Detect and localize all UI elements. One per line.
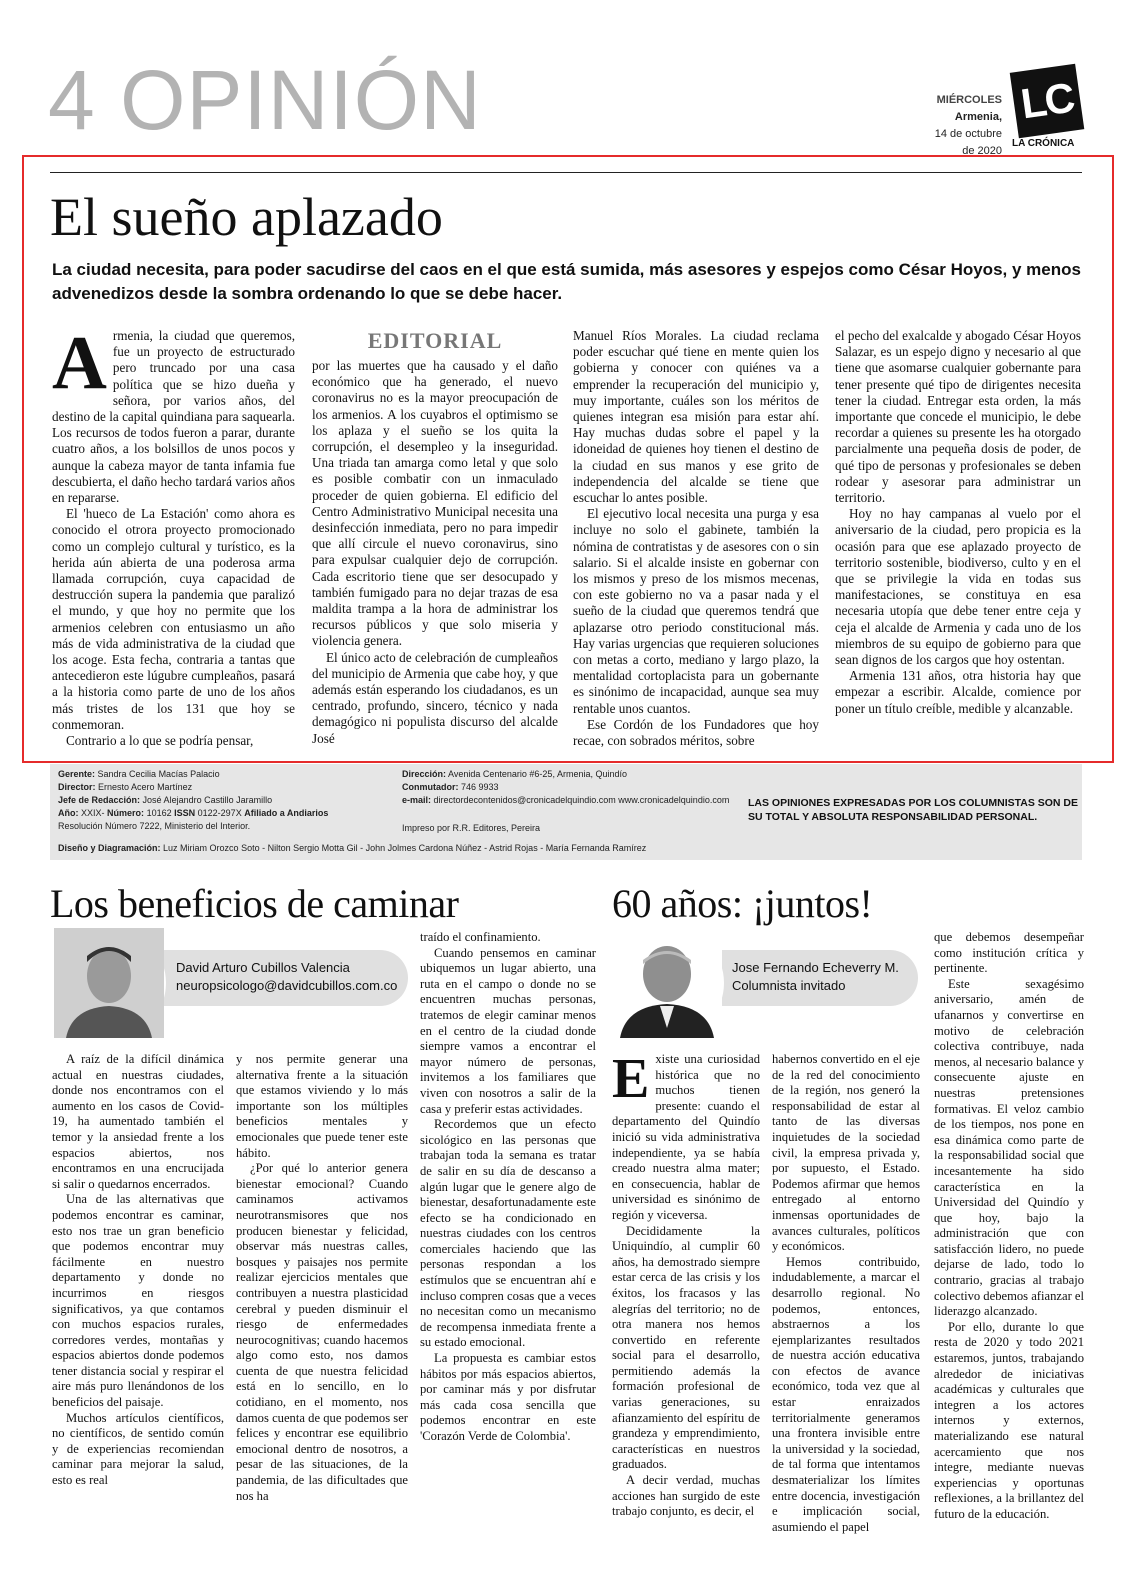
paragraph: Hoy no hay campanas al vuelo por el aniversario de la ciudad, pero propicia es la ocasión para que ese aplazado proyecto de territorio sostenible, biodiverso, culto y en el que se privilegie la vida en todas sus manifestaciones, se constituya en esa necesaria utopía que debe tener entre ceja y ceja el alcalde de Armenia y cada uno de los miembros de su equipo de gobierno para que sean dignos de los cargos que hoy ostentan. (835, 506, 1081, 668)
section-name: OPINIÓN (120, 53, 482, 147)
paragraph: xiste una curiosidad histórica que no muchos tienen presente: cuando el departamento del Quindío inició su vida administrativa independiente, ya se había creado nuestra alma mater; en consecuencia, hablar de universidad es sinónimo de región y viceversa. (612, 1052, 760, 1222)
juntos-column-1 (612, 1048, 760, 1519)
avatar (610, 926, 724, 1040)
paragraph: Recordemos que un efecto sicológico en las personas que trabajan toda la semana es tratar de salir en su día de descanso a algún lugar que le genere algo de bienestar, desafortunadamente este efecto se ha condicionado en nuestras ciudades con los centros comerciales haciendo que las personas respondan a los estímulos que se encuentran ahí e incluso compren cosas que a veces no necesitan como un mecanismo de recompensa inmediata frente a su estado emocional. (420, 1117, 596, 1350)
editorial-lead: La ciudad necesita, para poder sacudirse del caos en el que está sumida, más asesores y espejos como César Hoyos, y menos advenedizos desde la sombra ordenando lo que se debe hacer. (52, 260, 1081, 303)
author-role: Columnista invitado (732, 978, 846, 993)
paragraph: Armenia 131 años, otra historia hay que empezar a escribir. Alcalde, comience por poner un título creíble, medible y alcanzable. (835, 668, 1081, 716)
dateline (900, 92, 1002, 160)
editorial-column-2 (312, 328, 558, 748)
author-photo-icon (612, 928, 722, 1038)
paragraph: que debemos desempeñar como institución crítica y pertinente. (934, 930, 1084, 976)
column-title-caminar: Los beneficios de caminar (50, 881, 459, 926)
staff-box (50, 764, 1082, 860)
paragraph: A decir verdad, muchas acciones han surgido de este trabajo conjunto, es decir, el (612, 1473, 760, 1519)
staff-diseno: Diseño y Diagramación: Luz Miriam Orozco Soto - Nilton Sergio Motta Gil - John Jolmes Cardona Núñez - Astrid Rojas - María Fernanda Ramírez (58, 843, 647, 853)
date-city: Armenia, (954, 111, 1002, 123)
author-name: Jose Fernando Echeverry M. (732, 960, 899, 975)
date-day: MIÉRCOLES (936, 94, 1002, 106)
staff-gerente: Gerente: Sandra Cecilia Macías Palacio (58, 769, 220, 779)
staff-conmutador: Conmutador: 746 9933 (402, 782, 499, 792)
date-day-month: 14 de octubre (934, 128, 1002, 140)
section-number: 4 (48, 53, 96, 147)
paragraph: Contrario a lo que se podría pensar, (66, 733, 254, 749)
paragraph: Ese Cordón de los Fundadores que hoy recae, con sobrados méritos, sobre (573, 716, 819, 749)
paragraph: El único acto de celebración de cumpleaños del municipio de Armenia que cabe hoy, y que además están esperando los ciudadanos, es un centrado, profundo, sincero, técnico y nada demagógico ni populista discurso del alcalde José (312, 649, 558, 746)
staff-direccion: Dirección: Avenida Centenario #6-25, Armenia, Quindío (402, 769, 627, 779)
paragraph: Una de las alternativas que podemos encontrar es caminar, esto nos trae un gran beneficio que podemos encontrar muy fácilmente en nuestro departamento y donde no incurrimos en riesgos significativos, ya que contamos con muchos espacios rurales, corredores verdes, montañas y espacios abiertos donde podemos tener distancia social y respirar el aire más puro llenándonos de los beneficios del paisaje. (52, 1192, 224, 1410)
paragraph: Cuando pensemos en caminar ubiquemos un lugar abierto, una ruta en el campo o donde no se encuentren muchas personas, tratemos de elegir caminar menos en el centro de la ciudad donde siempre vamos a encontrar el mayor número de personas, invitemos a los familiares que viven con nosotros a salir de la casa y preferir estas actividades. (420, 945, 596, 1116)
editorial-label: EDITORIAL (367, 328, 503, 353)
author-email: neuropsicologo@davidcubillos.com.co (176, 978, 398, 993)
section-title (48, 53, 482, 147)
paragraph: Hemos contribuido, indudablemente, a marcar el desarrollo regional. No podemos, entonces, abstraernos a los ejemplarizantes resultados de nuestra acción educativa con efectos de avance económico, toda vez que al estar enraizados territorialmente generamos una frontera invisible entre la universidad y la sociedad, de tal forma que intentamos desmaterializar los límites entre docencia, investigación e implicación social, asumiendo el papel (772, 1254, 920, 1534)
editorial-column-3 (573, 328, 819, 748)
staff-jefe-redaccion: Jefe de Redacción: José Alejandro Castillo Jaramillo (58, 795, 273, 805)
paragraph: el pecho del exalcalde y abogado César Hoyos Salazar, es un espejo digno y necesario al que tiene que asomarse cualquier gobernante para tener presente qué tipo de dirigentes necesita tener la ciudad. Entregar esta orden, la más importante que concede el municipio, le debe recordar a quienes su presente les ha otorgado parcialmente una pequeña dosis de poder, de qué tipo de personas y profesionales se deben rodear y asesorar para administrar un territorio. (835, 328, 1081, 506)
date-year: de 2020 (962, 145, 1002, 157)
paragraph: ¿Por qué lo anterior genera bienestar emocional? Cuando caminamos activamos neurotransmisores que nos producen bienestar y felicidad, observar más nuestras calles, bosques y paisajes nos permite realizar ejercicios mentales que contribuyen a nuestra plasticidad cerebral y pueden disminuir el riesgo de enfermedades neurocognitivas; cuando hacemos algo como esto, nos damos cuenta de que nuestra felicidad está en lo sencillo, en lo cotidiano, en el momento, nos damos cuenta de que podemos ser felices y encontrar ese equilibrio emocional dentro de nosotros, a pesar de las situaciones, de la pandemia, de las dificultades que nos ha (236, 1161, 408, 1503)
author-name: David Arturo Cubillos Valencia (176, 960, 350, 975)
editorial-title: El sueño aplazado (50, 187, 443, 247)
juntos-column-2 (772, 1052, 920, 1534)
editorial-column-4 (835, 328, 1081, 748)
staff-resolucion: Resolución Número 7222, Ministerio del Interior. (58, 821, 251, 831)
paragraph: Muchos artículos científicos, no científicos, de sentido común y de experiencias recomiendan caminar para mejorar la salud, esto es real (52, 1410, 224, 1488)
paragraph: habernos convertido en el eje de la red del conocimiento de la región, nos generó la responsabilidad de estar al tanto de las diversas inquietudes de la sociedad civil, la empresa privada y, por supuesto, el Estado. Podemos afirmar que hemos entregado al entorno inmensas oportunidades de avances culturales, políticos y económicos. (772, 1052, 920, 1254)
paragraph: traído el confinamiento. (420, 930, 541, 944)
staff-email: e-mail: directordecontenidos@cronicadelquindio.com www.cronicadelquindio.com (402, 795, 730, 805)
caminar-column-1 (52, 1052, 224, 1512)
juntos-column-3 (934, 930, 1085, 1521)
editorial-dropcap: A (52, 321, 107, 405)
editorial-top-rule (50, 172, 1082, 173)
caminar-column-2 (236, 1052, 408, 1512)
paragraph: y nos permite generar una alternativa frente a la situación que estamos viviendo y lo más importante son los múltiples beneficios mentales y emocionales que puede tener este hábito. (236, 1052, 408, 1160)
paragraph: por las muertes que ha causado y el daño económico que ha generado, el nuevo coronavirus no es la mayor preocupación de los armenios. A los cuyabros el optimismo se los aplaza y el sueño se los quita la corrupción, el desempleo y la inseguridad. Una triada tan amarga como letal y que solo es posible combatir con un inmaculado proceder de quien gobierna. El edificio del Centro Administrativo Municipal necesita una desinfección inmediata, pero no para impedir que allí circule el nuevo coronavirus, sino para expulsar cualquier dejo de corrupción. Cada escritorio tiene que ser desocupado y también fumigado para no dejar trazas de esa maldita trampa a la hora de administrar los recursos públicos y que solo miseria y violencia genera. (312, 358, 558, 649)
paragraph: A raíz de la difícil dinámica actual en nuestras ciudades, donde nos encontramos con el aumento en los casos de Covid-19, ha aumentado también el temor y la ansiedad frente a los espacios abiertos, nos encontramos en una encrucijada si salir o quedarnos encerrados. (52, 1052, 224, 1191)
author-photo-icon (54, 928, 164, 1038)
paragraph: El ejecutivo local necesita una purga y esa incluye no solo el gabinete, también la nómina de contratistas y de asesores con o sin salario. Si el alcalde insiste en gobernar con los mismos y preso de los mismos mecenas, con este gobierno no va a pasar nada y el sueño de la ciudad que queremos tendrá que aplazarse otro periodo constitucional más. Hay varias urgencias que requieren soluciones con metas a corto, mediano y largo plazo, la mentalidad cortoplacista para un gobernante es sinónimo de incapacidad, aunque sea muy rentable unos cuantos. (573, 506, 819, 716)
paragraph: Decididamente la Uniquindío, al cumplir 60 años, ha demostrado siempre estar cerca de las crisis y los éxitos, los fracasos y las alegrías del territorio; no de otra manera nos hemos convertido en referente social para el desarrollo, permitiendo además la formación profesional de varias generaciones, su afianzamiento del espíritu de grandeza y emprendimiento, características en nuestros graduados. (612, 1223, 760, 1472)
caminar-column-3 (420, 930, 596, 1512)
paragraph: rmenia, la ciudad que queremos, fue un proyecto de estructurado pero truncado por una casa política que se hizo dueña y señora, por varios años, del destino de la capital quindiana para saquearla. Los recursos de todos fueron a parar, durante cuatro años, a los bolsillos de unos pocos y aunque la cabeza mayor de tanta infamia fue descubierta, el daño hecho tardará varios años en repararse. (52, 328, 295, 506)
paragraph: Por ello, durante lo que resta de 2020 y todo 2021 estaremos, juntos, trabajando alrededor de iniciativas académicas y culturales que integren a los actores internos y externos, materializando ese natural acercamiento que nos integre, mediante nuevas experiencias y oportunas reflexiones, a la brillantez del futuro de la educación. (934, 1319, 1084, 1521)
staff-ano-numero: Año: XXIX- Número: 10162 ISSN 0122-297X Afiliado a Andiarios (58, 808, 329, 818)
staff-disclaimer: LAS OPINIONES EXPRESADAS POR LOS COLUMNISTAS SON DE SU TOTAL Y ABSOLUTA RESPONSABILIDAD PERSONAL. (748, 797, 1079, 823)
staff-impreso: Impreso por R.R. Editores, Pereira (402, 823, 541, 833)
paragraph: Manuel Ríos Morales. La ciudad reclama poder escuchar qué tiene en mente quien los gobierna y conocer con quiénes va a emprender la recuperación del municipio y, muy importante, cuáles son los méritos de quienes integran esa misión para estar ahí. Hay muchas dudas sobre el papel y la idoneidad de quienes hoy tienen el destino de la ciudad en sus manos y ese grito de independencia del alcalde se tiene que escuchar lo antes posible. (573, 328, 819, 506)
editorial-column-1 (52, 321, 295, 749)
staff-director: Director: Ernesto Acero Martínez (58, 782, 193, 792)
paragraph: El 'hueco de La Estación' como ahora es conocido el otrora proyecto promocionado como un complejo cultural y turístico, es la herida aún abierta de una poderosa arma llamada corrupción, cuya capacidad de destrucción supera la pandemia que paralizó el mundo, y que hoy no permite que los armenios celebren con entusiasmo un año más de vida administrativa de la ciudad que los acoge. Esta fecha, contraria a tantas que antecedieron este lúgubre cumpleaños, pasará a la historia como parte de uno de los años más tristes de los 131 que hoy se conmemoran. (52, 506, 295, 732)
column-title-juntos: 60 años: ¡juntos! (612, 881, 873, 926)
paragraph: Este sexagésimo aniversario, amén de ufanarnos y convertirse en motivo de celebración colectiva contribuye, nada menos, al necesario balance y consecuente ajuste en nuestras pretensiones formativas. El veloz cambio de los tiempos, nos pone en esa dinámica como parte de la responsabilidad social que incesantemente ha sido característica en la Universidad del Quindío y que hoy, bajo la administración que con satisfacción lidero, no puede dejarse de lado, todo lo contrario, gracias al trabajo colectivo debemos afianzar el liderazgo alcanzado. (934, 976, 1085, 1319)
newspaper-name: LA CRÓNICA (1012, 138, 1075, 149)
newspaper-logo: LC (1010, 64, 1085, 139)
juntos-dropcap: E (612, 1048, 650, 1110)
paragraph: La propuesta es cambiar estos hábitos por más espacios abiertos, por caminar más y por disfrutar más cada cosa sencilla que podemos encontrar en este 'Corazón Verde de Colombia'. (420, 1351, 596, 1443)
avatar (52, 926, 166, 1040)
